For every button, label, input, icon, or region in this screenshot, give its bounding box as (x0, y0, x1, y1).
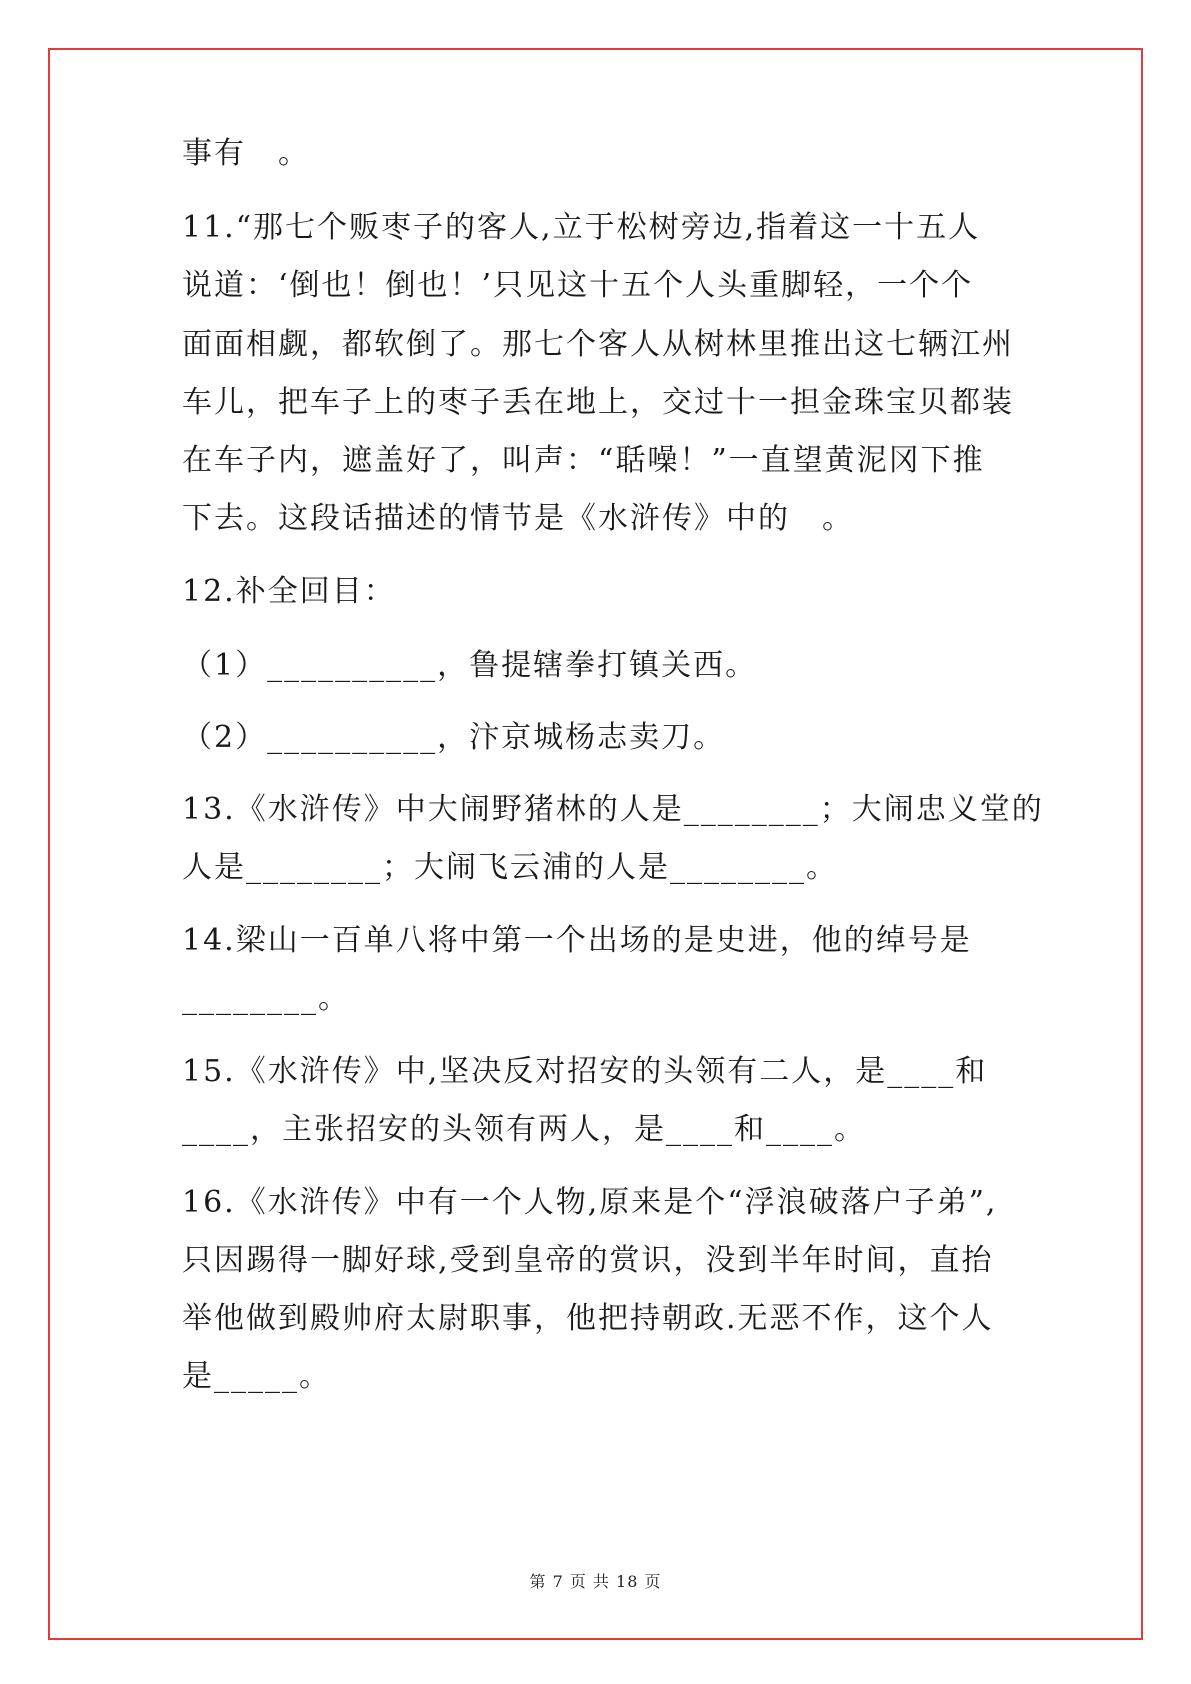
question-14-line: 14.梁山一百单八将中第一个出场的是史进，他的绰号是 (182, 923, 972, 958)
text-line: 人是________；大闹飞云浦的人是________。 (182, 850, 838, 885)
text-line: ________。 (182, 981, 350, 1016)
question-11-line: 11.“那七个贩枣子的客人,立于松树旁边,指着这一十五人 (182, 210, 981, 245)
text-line: 说道：‘倒也！倒也！’只见这十五个人头重脚轻，一个个 (182, 268, 974, 303)
question-15-line: 15.《水浒传》中,坚决反对招安的头领有二人，是____和 (182, 1054, 988, 1089)
text-line: 举他做到殿帅府太尉职事，他把持朝政.无恶不作，这个人 (182, 1301, 994, 1336)
page-number-footer: 第 7 页 共 18 页 (529, 1572, 662, 1591)
text-line: 事有 。 (182, 136, 310, 171)
text-line: ____，主张招安的头领有两人，是____和____。 (182, 1112, 866, 1147)
text-line: 下去。这段话描述的情节是《水浒传》中的 。 (182, 501, 854, 536)
question-12-line: 12.补全回目： (182, 574, 396, 609)
text-line: 只因踢得一脚好球,受到皇帝的赏识，没到半年时间，直抬 (182, 1243, 994, 1278)
text-line: 面面相觑，都软倒了。那七个客人从树林里推出这七辆江州 (182, 327, 1014, 362)
text-line: 车儿，把车子上的枣子丢在地上，交过十一担金珠宝贝都装 (182, 385, 1014, 420)
question-16-line: 16.《水浒传》中有一个人物,原来是个“浮浪破落户子弟”, (182, 1185, 998, 1220)
question-13-line: 13.《水浒传》中大闹野猪林的人是________；大闹忠义堂的 (182, 792, 1044, 827)
text-line: 在车子内，遮盖好了，叫声：“聒噪！”一直望黄泥冈下推 (182, 443, 985, 478)
text-line: 是_____。 (182, 1359, 331, 1394)
question-12-item-2: （2）__________，汴京城杨志卖刀。 (182, 720, 726, 755)
question-12-item-1: （1）__________，鲁提辖拳打镇关西。 (182, 648, 758, 683)
